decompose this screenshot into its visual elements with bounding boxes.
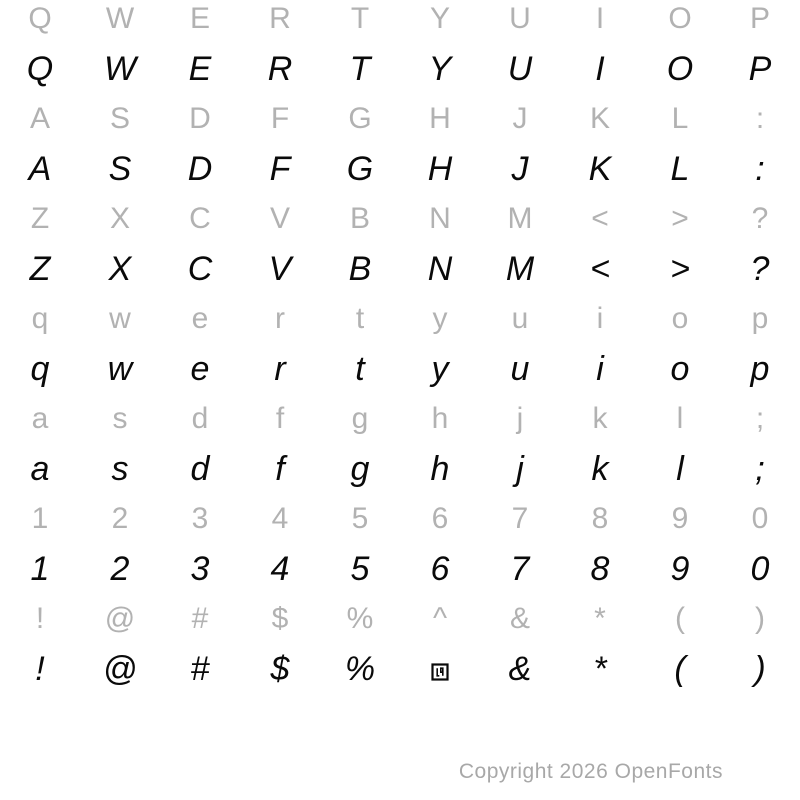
char-cell — [400, 644, 480, 694]
char-cell: 4 — [271, 502, 289, 535]
char-cell: 6 — [431, 502, 449, 535]
char-cell: X — [109, 202, 130, 235]
char-cell: J — [512, 102, 528, 135]
char-cell: ( — [674, 650, 686, 688]
char-cell: g — [351, 402, 369, 435]
char-cell: < — [591, 202, 609, 235]
char-cell: i — [596, 350, 604, 388]
char-cell: * — [594, 602, 606, 635]
char-row-gray — [0, 0, 800, 44]
char-cell: 1 — [31, 502, 49, 535]
char-cell: f — [275, 402, 285, 435]
char-cell: > — [671, 202, 689, 235]
char-cell: W — [105, 2, 135, 35]
char-cell: k — [592, 402, 608, 435]
char-cell: e — [191, 302, 209, 335]
char-cell: d — [190, 450, 210, 488]
char-cell: e — [190, 350, 210, 388]
char-cell: M — [507, 202, 533, 235]
char-cell: S — [109, 102, 130, 135]
missing-glyph-box-icon — [431, 663, 449, 681]
char-row-gray — [0, 194, 800, 244]
char-cell: @ — [102, 650, 138, 688]
char-cell: ) — [755, 602, 765, 635]
char-cell: q — [31, 302, 49, 335]
char-row-gray — [0, 594, 800, 644]
char-cell: h — [431, 402, 449, 435]
char-cell: $ — [270, 650, 290, 688]
char-cell: B — [349, 202, 370, 235]
char-cell: g — [350, 450, 370, 488]
char-cell: j — [516, 450, 524, 488]
char-cell: 5 — [351, 502, 369, 535]
char-cell: I — [595, 2, 605, 35]
char-cell: L — [671, 102, 689, 135]
char-cell: s — [112, 402, 128, 435]
char-cell: p — [751, 302, 769, 335]
char-cell: $ — [271, 602, 289, 635]
char-cell: d — [191, 402, 209, 435]
char-cell: Q — [26, 50, 54, 88]
char-cell: t — [355, 302, 365, 335]
char-cell: t — [355, 350, 365, 388]
char-cell: U — [507, 50, 533, 88]
char-cell: 9 — [671, 502, 689, 535]
char-cell: E — [189, 2, 210, 35]
char-cell: # — [191, 602, 209, 635]
char-row-gray — [0, 494, 800, 544]
char-cell: K — [589, 102, 610, 135]
char-cell: G — [348, 102, 372, 135]
char-cell: 8 — [591, 502, 609, 535]
char-cell: & — [509, 602, 530, 635]
char-row-black — [0, 144, 800, 194]
char-cell: p — [750, 350, 770, 388]
char-cell: C — [187, 250, 213, 288]
char-cell: M — [505, 250, 535, 288]
char-cell: 9 — [670, 550, 690, 588]
char-cell: > — [670, 250, 690, 288]
char-cell: % — [344, 650, 376, 688]
char-cell: ? — [751, 202, 769, 235]
char-cell: 3 — [190, 550, 210, 588]
char-cell: h — [430, 450, 450, 488]
char-cell: ( — [675, 602, 685, 635]
char-row-black — [0, 544, 800, 594]
char-cell: r — [274, 350, 286, 388]
char-cell: 7 — [511, 502, 529, 535]
char-cell: C — [189, 202, 211, 235]
char-cell: 0 — [750, 550, 770, 588]
char-cell: w — [109, 302, 131, 335]
char-cell: @ — [104, 602, 136, 635]
char-cell: Q — [28, 2, 52, 35]
char-cell: O — [666, 50, 694, 88]
char-cell: I — [595, 50, 605, 88]
char-cell: U — [509, 2, 531, 35]
char-cell: T — [350, 2, 370, 35]
char-cell: P — [749, 2, 770, 35]
char-cell: F — [270, 102, 290, 135]
char-cell: ! — [35, 602, 45, 635]
char-cell: T — [349, 50, 371, 88]
char-cell: l — [676, 450, 684, 488]
char-cell: * — [593, 650, 607, 688]
char-cell: J — [511, 150, 529, 188]
char-cell: 2 — [111, 502, 129, 535]
char-cell: : — [755, 150, 765, 188]
char-cell: i — [596, 302, 604, 335]
char-cell: q — [30, 350, 50, 388]
char-cell: ; — [755, 402, 765, 435]
char-cell: N — [429, 202, 451, 235]
char-cell: Y — [428, 50, 452, 88]
char-cell: 8 — [590, 550, 610, 588]
char-cell: # — [190, 650, 210, 688]
char-row-gray — [0, 394, 800, 444]
char-cell: y — [431, 350, 449, 388]
char-cell: V — [268, 250, 292, 288]
char-cell: ^ — [432, 602, 448, 635]
char-cell: 4 — [270, 550, 290, 588]
copyright-text: Copyright 2026 OpenFonts — [458, 760, 723, 783]
char-cell: f — [275, 450, 285, 488]
char-cell: F — [269, 150, 291, 188]
char-row-black — [0, 44, 800, 94]
char-row-gray — [0, 94, 800, 144]
char-cell: ; — [755, 450, 765, 488]
char-cell: l — [676, 402, 684, 435]
char-cell: : — [755, 102, 765, 135]
char-cell: a — [30, 450, 50, 488]
char-row-black — [0, 644, 800, 694]
char-cell: ) — [754, 650, 766, 688]
char-cell: S — [108, 150, 132, 188]
char-cell: B — [348, 250, 372, 288]
char-cell: a — [31, 402, 49, 435]
char-cell: 5 — [350, 550, 370, 588]
char-cell: 2 — [110, 550, 130, 588]
char-cell: 7 — [510, 550, 530, 588]
char-cell: V — [269, 202, 290, 235]
char-cell: L — [670, 150, 690, 188]
char-cell: o — [671, 302, 689, 335]
char-cell: Y — [429, 2, 450, 35]
char-row-black — [0, 444, 800, 494]
char-cell: H — [427, 150, 453, 188]
char-cell: N — [427, 250, 453, 288]
char-cell: ? — [750, 250, 770, 288]
char-cell: & — [508, 650, 532, 688]
char-cell: H — [429, 102, 451, 135]
char-cell: w — [107, 350, 133, 388]
char-cell: y — [432, 302, 448, 335]
char-cell: u — [511, 302, 529, 335]
char-cell: O — [668, 2, 692, 35]
char-cell: ! — [35, 650, 45, 688]
char-cell: s — [111, 450, 129, 488]
char-row-gray — [0, 294, 800, 344]
char-cell: u — [510, 350, 530, 388]
char-cell: W — [103, 50, 137, 88]
char-cell: Z — [29, 250, 51, 288]
char-cell: j — [516, 402, 524, 435]
char-cell: R — [269, 2, 291, 35]
char-cell: X — [108, 250, 132, 288]
char-cell: 6 — [430, 550, 450, 588]
char-row-black — [0, 344, 800, 394]
char-cell: Z — [30, 202, 50, 235]
char-row-black — [0, 244, 800, 294]
char-cell: % — [346, 602, 374, 635]
char-cell: 3 — [191, 502, 209, 535]
char-cell: r — [275, 302, 285, 335]
char-cell: R — [267, 50, 293, 88]
char-cell: G — [346, 150, 374, 188]
char-cell: k — [591, 450, 609, 488]
char-cell: A — [29, 102, 50, 135]
char-cell: E — [188, 50, 212, 88]
char-cell: K — [588, 150, 612, 188]
char-cell: D — [189, 102, 211, 135]
char-cell: 1 — [30, 550, 50, 588]
char-cell: D — [187, 150, 213, 188]
char-cell: < — [590, 250, 610, 288]
char-cell: 0 — [751, 502, 769, 535]
char-cell: P — [748, 50, 772, 88]
char-cell: A — [28, 150, 52, 188]
char-cell: o — [670, 350, 690, 388]
